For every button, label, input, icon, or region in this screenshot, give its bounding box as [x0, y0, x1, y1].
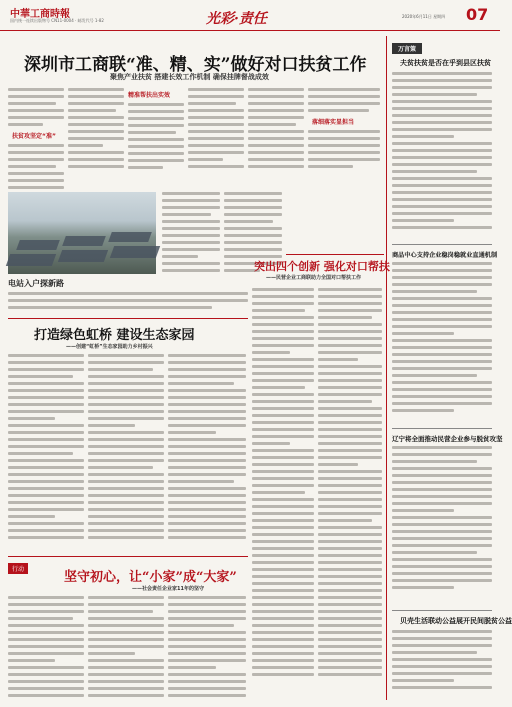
right-divider: [392, 244, 492, 245]
right-divider: [392, 428, 492, 429]
photo-caption: 电站入户探新路: [8, 279, 64, 288]
right-article-title: 夫贫扶贫是否在乎到县区扶贫: [400, 58, 491, 67]
main-subheadline: 聚焦产业扶贫 搭建长效工作机制 确保挂牌督战成效: [110, 73, 269, 81]
right-article-title: 辽宁将全面推动民营企业参与脱贫攻坚: [392, 435, 503, 443]
subsection-heading: 扶贫攻坚定“准”: [12, 133, 56, 140]
page-number: 07: [466, 5, 489, 24]
feature-headline: 坚守初心，让“小家”成“大家”: [64, 570, 237, 585]
right-article-text: [392, 72, 492, 240]
article3-text-col-3: [168, 354, 246, 550]
feature-label: 行动: [8, 563, 28, 574]
column-divider: [386, 36, 387, 700]
issue-date: 2020年6月11日 星期四: [402, 14, 446, 19]
main-text-col-4: [188, 88, 244, 188]
section-divider: [8, 556, 248, 557]
right-divider: [392, 610, 492, 611]
main-text-col-3: [128, 88, 184, 188]
subsection-heading: 精准帮扶出实效: [128, 92, 171, 99]
section-divider: [286, 254, 384, 255]
section-title: 光彩·责任: [206, 11, 267, 27]
right-article-title: 商品中心支持企业稳岗稳就业直通机制: [392, 252, 498, 259]
newspaper-logo: 中華工商時報: [10, 9, 70, 20]
article2-text-col-2: [318, 288, 382, 686]
article3-text-col-1: [8, 354, 84, 550]
solar-panel-photo: [8, 192, 156, 274]
right-article-text: [392, 630, 492, 700]
feature-subheadline: ——社会责任企业家11年的坚守: [132, 586, 204, 592]
right-article-text: [392, 446, 492, 604]
photo-caption-text: [8, 292, 248, 316]
section-divider: [8, 318, 248, 319]
main-text-col-1: [8, 88, 64, 188]
article2-subheadline: ——民营企业工商联助力全国对口帮扶工作: [266, 275, 362, 281]
feature-text-col-2: [88, 596, 164, 700]
right-article-text: [392, 262, 492, 422]
article3-subheadline: ——创建“虹桥”生态家园助力乡村振兴: [66, 344, 153, 350]
article3-headline: 打造绿色虹桥 建设生态家园: [34, 328, 195, 343]
photo-side-text-1: [162, 192, 220, 292]
article3-text-col-2: [88, 354, 164, 550]
main-headline: 深圳市工商联“准、精、实”做好对口扶贫工作: [24, 55, 367, 75]
main-text-col-2: [68, 88, 124, 188]
main-text-col-6: [308, 88, 380, 188]
right-column-header: 万言策: [392, 43, 422, 54]
article2-headline: 突出四个创新 强化对口帮扶: [254, 260, 390, 273]
masthead-subline: 国内统一连续出版物号 CN11-0004 · 邮发代号 1-82: [10, 18, 104, 23]
article2-text-col-1: [252, 288, 314, 686]
main-text-col-5: [248, 88, 304, 188]
feature-text-col-3: [168, 596, 246, 700]
right-article-title: 贝壳生活联动公益展开民间脱贫公益: [400, 616, 512, 625]
subsection-heading: 落细落实显担当: [312, 119, 355, 126]
feature-text-col-1: [8, 596, 84, 700]
